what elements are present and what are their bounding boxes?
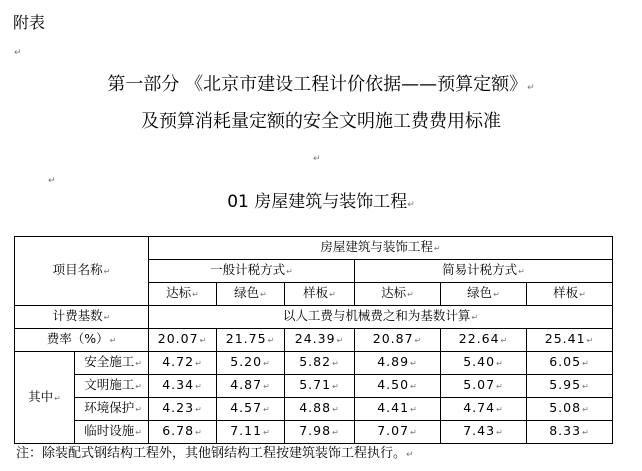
table-cell: 5.08↵: [527, 398, 613, 421]
table-cell: 6.78↵: [149, 421, 217, 444]
table-cell: 24.39↵: [285, 329, 355, 352]
table-cell: 4.72↵: [149, 352, 217, 375]
table-cell: 25.41↵: [527, 329, 613, 352]
sub-header: 达标↵: [355, 283, 441, 306]
sub-header: 绿色↵: [217, 283, 285, 306]
table-cell: 4.23↵: [149, 398, 217, 421]
table-cell: 5.71↵: [285, 375, 355, 398]
paragraph-mark: ↵: [313, 154, 321, 164]
table-cell: 5.40↵: [441, 352, 527, 375]
table-cell: 7.07↵: [355, 421, 441, 444]
table-row: [15, 375, 613, 398]
table-cell: 20.87↵: [355, 329, 441, 352]
sub-header: 达标↵: [149, 283, 217, 306]
base-label: 计费基数↵: [15, 306, 149, 329]
method-header: 简易计税方式↵: [355, 260, 613, 283]
footnote: 注：除装配式钢结构工程外，其他钢结构工程按建筑装饰工程执行。↵: [16, 446, 414, 461]
section-title: 01 房屋建筑与装饰工程↵: [227, 192, 415, 212]
sub-row-label: 临时设施↵: [75, 421, 149, 444]
method-header: 一般计税方式↵: [149, 260, 355, 283]
table-row: [15, 329, 613, 352]
table-cell: 4.88↵: [285, 398, 355, 421]
table-cell: 4.41↵: [355, 398, 441, 421]
table-header-row: [15, 237, 613, 260]
table-cell: 8.33↵: [527, 421, 613, 444]
sub-row-label: 环境保护↵: [75, 398, 149, 421]
table-cell: 4.50↵: [355, 375, 441, 398]
table-cell: 4.87↵: [217, 375, 285, 398]
base-value: 以人工费与机械费之和为基数计算↵: [149, 306, 613, 329]
table-row: [15, 421, 613, 444]
table-cell: 21.75↵: [217, 329, 285, 352]
document-title-line-2: 及预算消耗量定额的安全文明施工费费用标准: [141, 111, 501, 132]
top-header: 房屋建筑与装饰工程↵: [149, 237, 613, 260]
table-cell: 5.20↵: [217, 352, 285, 375]
item-name-header: 项目名称↵: [15, 237, 149, 306]
table-cell: 7.11↵: [217, 421, 285, 444]
document-title-line-1: 第一部分 《北京市建设工程计价依据——预算定额》↵: [107, 74, 535, 95]
sub-header: 样板↵: [527, 283, 613, 306]
table-row: [15, 398, 613, 421]
sub-row-label: 安全施工↵: [75, 352, 149, 375]
fee-standard-table: [14, 236, 613, 444]
table-cell: 22.64↵: [441, 329, 527, 352]
paragraph-mark: ↵: [48, 176, 56, 186]
table-cell: 5.82↵: [285, 352, 355, 375]
table-cell: 4.74↵: [441, 398, 527, 421]
table-cell: 5.95↵: [527, 375, 613, 398]
sub-row-label: 文明施工↵: [75, 375, 149, 398]
table-cell: 7.43↵: [441, 421, 527, 444]
sub-header: 样板↵: [285, 283, 355, 306]
rate-label: 费率（%）↵: [15, 329, 149, 352]
table-cell: 20.07↵: [149, 329, 217, 352]
table-cell: 4.89↵: [355, 352, 441, 375]
paragraph-mark: ↵: [14, 48, 22, 58]
table-row: [15, 306, 613, 329]
table-cell: 4.34↵: [149, 375, 217, 398]
table-cell: 5.07↵: [441, 375, 527, 398]
sub-header: 绿色↵: [441, 283, 527, 306]
table-cell: 6.05↵: [527, 352, 613, 375]
table-cell: 4.57↵: [217, 398, 285, 421]
table-row: [15, 352, 613, 375]
among-label: 其中↵: [15, 352, 75, 444]
annex-label: 附表: [13, 13, 46, 32]
table-cell: 7.98↵: [285, 421, 355, 444]
